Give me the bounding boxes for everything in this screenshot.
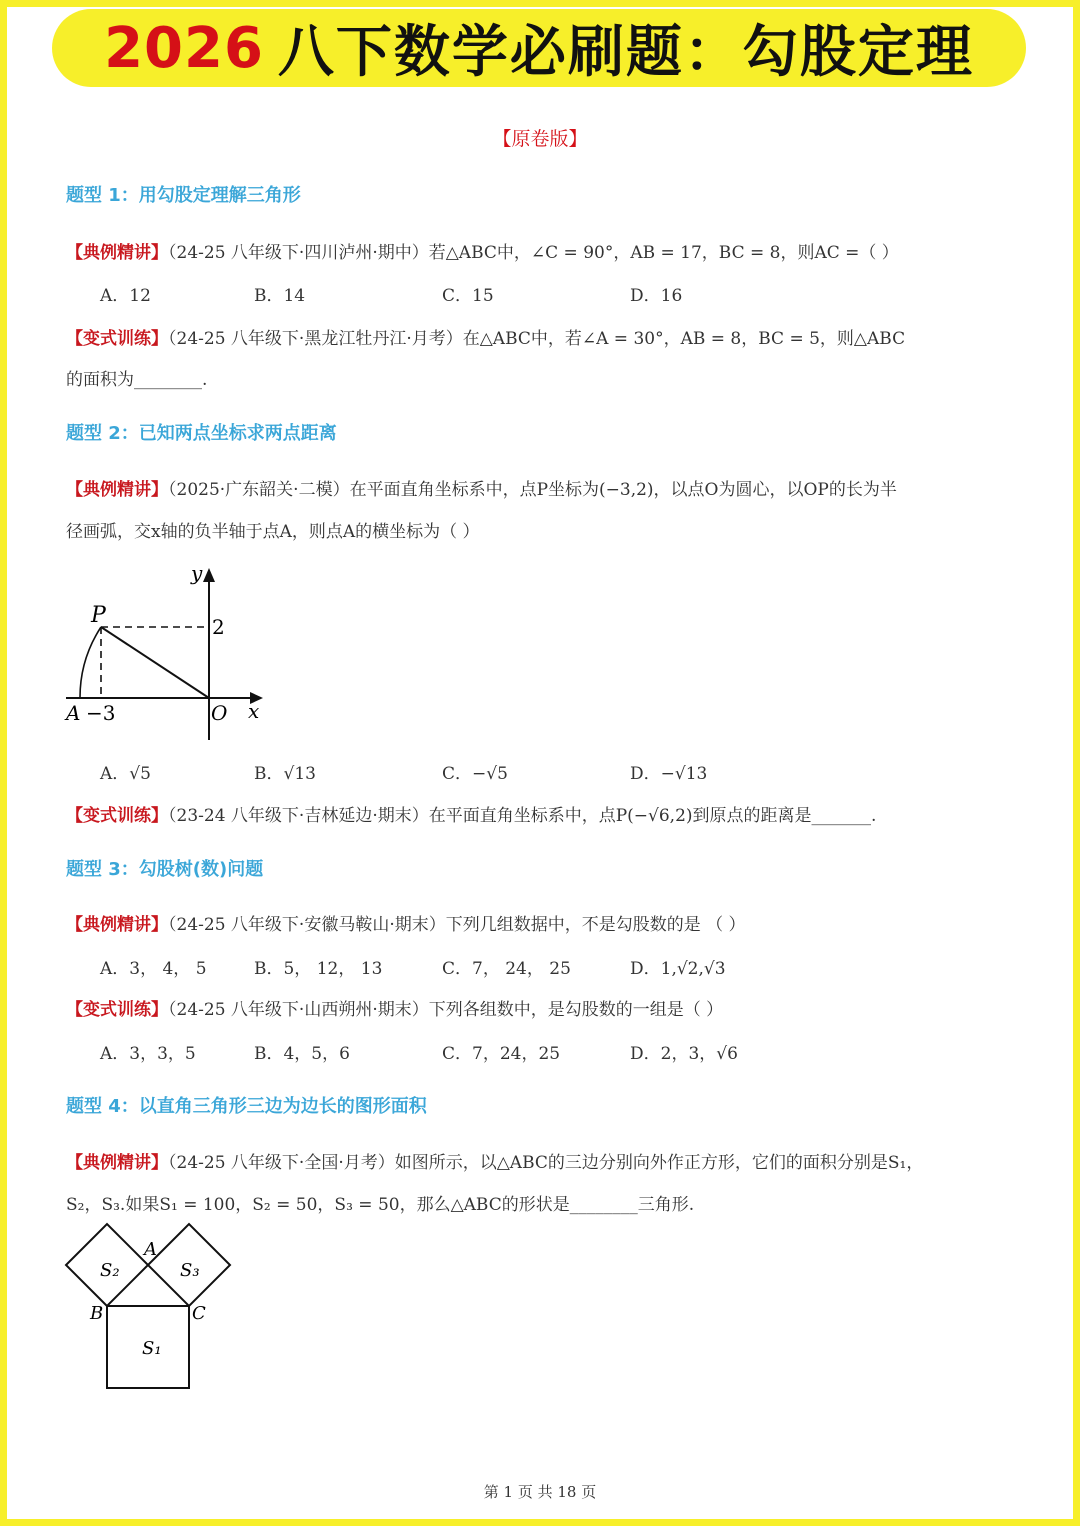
s3-variant-option-a: A．3，3，5 [100, 1044, 196, 1064]
s1-example-text: （24-25 八年级下·四川泸州·期中）若△ABC中，∠C = 90°，AB = 17，BC = 8，则AC =（ ） [168, 243, 899, 263]
s3-variant-option-b: B．4，5，6 [254, 1044, 350, 1064]
example-tag: 【典例精讲】 [66, 915, 168, 935]
s2-option-a: A．√5 [100, 764, 151, 784]
title-banner [52, 9, 1026, 87]
section-4-heading: 题型 4：以直角三角形三边为边长的图形面积 [66, 1096, 427, 1117]
segment-op [101, 627, 209, 698]
s1-variant [66, 324, 905, 349]
y-label: y [191, 561, 203, 585]
s1-variant-line1: （24-25 八年级下·黑龙江牡丹江·月考）在△ABC中，若∠A = 30°，AB = 8，BC = 5，则△ABC [168, 329, 906, 349]
variant-tag: 【变式训练】 [66, 329, 168, 349]
s2-option-b: B．√13 [254, 764, 316, 784]
s4-example [66, 1148, 923, 1173]
s2-example [66, 475, 897, 500]
banner-title: 八下数学必刷题：勾股定理 [277, 20, 974, 85]
s3-example-text: （24-25 八年级下·安徽马鞍山·期末）下列几组数据中，不是勾股数的是 （ ） [168, 915, 746, 935]
s3-option-d: D．1,√2,√3 [630, 959, 726, 979]
s2-option-c: C．−√5 [442, 764, 508, 784]
page-footer: 第 1 页 共 18 页 [483, 1483, 597, 1501]
s3-variant-option-c: C．7，24，25 [442, 1044, 561, 1064]
s1-variant-line2: 的面积为________. [66, 370, 208, 390]
example-tag: 【典例精讲】 [66, 243, 168, 263]
y-axis-arrow [203, 568, 215, 582]
s3-example [66, 910, 746, 935]
s2-option-d: D．−√13 [630, 764, 708, 784]
s2-example-line2: 径画弧，交x轴的负半轴于点A，则点A的横坐标为（ ） [66, 522, 480, 542]
variant-tag: 【变式训练】 [66, 806, 168, 826]
s3-variant-option-d: D．2，3，√6 [630, 1044, 738, 1064]
edition-label: 【原卷版】 [492, 128, 588, 150]
s3-option-a: A．3， 4， 5 [100, 959, 207, 979]
point-a-label: A [66, 701, 81, 725]
section-2-heading: 题型 2：已知两点坐标求两点距离 [66, 423, 337, 444]
origin-label: O [211, 701, 228, 725]
point-p-label: P [91, 603, 106, 628]
s3-variant-text: （24-25 八年级下·山西朔州·期末）下列各组数中，是勾股数的一组是（ ） [168, 1000, 724, 1020]
example-tag: 【典例精讲】 [66, 480, 168, 500]
s3-option-c: C．7， 24， 25 [442, 959, 571, 979]
s1-example [66, 238, 899, 263]
s2-variant [66, 801, 876, 826]
s2-example-line1: （2025·广东韶关·二模）在平面直角坐标系中，点P坐标为(−3,2)，以点O为圆心，以OP的长为半 [168, 480, 897, 500]
s2-variant-text: （23-24 八年级下·吉林延边·期末）在平面直角坐标系中，点P(−√6,2)到原点的距离是_______. [168, 806, 877, 826]
s1-option-b: B．14 [254, 286, 306, 306]
squares-figure [60, 1220, 240, 1395]
s2-label: S₂ [100, 1260, 120, 1281]
section-3-heading: 题型 3：勾股树(数)问题 [66, 859, 264, 880]
tick-neg3-label: −3 [86, 701, 116, 725]
s4-example-line2: S₂，S₃.如果S₁ = 100，S₂ = 50，S₃ = 50，那么△ABC的形状是________三角形. [66, 1195, 695, 1215]
section-1-heading: 题型 1：用勾股定理解三角形 [66, 185, 301, 206]
banner-year: 2026 [104, 15, 264, 81]
s1-option-d: D．16 [630, 286, 683, 306]
tick-2-label: 2 [212, 615, 225, 639]
coordinate-figure [60, 558, 280, 748]
s3-option-b: B．5， 12， 13 [254, 959, 383, 979]
s1-option-c: C．15 [442, 286, 494, 306]
s3-variant [66, 995, 723, 1020]
s1-label: S₁ [142, 1338, 162, 1359]
s4-example-line1: （24-25 八年级下·全国·月考）如图所示，以△ABC的三边分别向外作正方形，它们的面积分别是S₁， [168, 1153, 924, 1173]
s3-label: S₃ [180, 1260, 200, 1281]
x-label: x [248, 699, 260, 723]
vertex-b-label: B [90, 1303, 104, 1324]
s1-option-a: A．12 [100, 286, 151, 306]
vertex-c-label: C [192, 1303, 206, 1324]
arc-op [80, 627, 101, 698]
variant-tag: 【变式训练】 [66, 1000, 168, 1020]
vertex-a-label: A [144, 1239, 157, 1260]
example-tag: 【典例精讲】 [66, 1153, 168, 1173]
